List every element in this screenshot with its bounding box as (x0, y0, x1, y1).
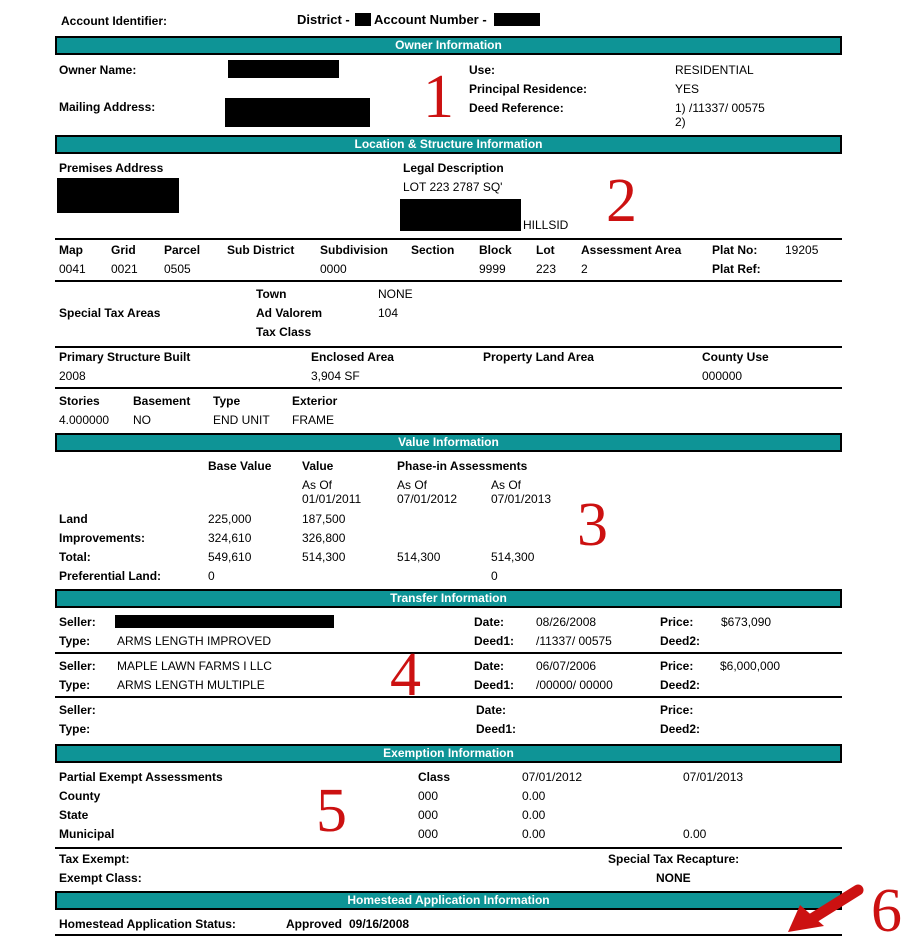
partial-exempt-label: Partial Exempt Assessments (59, 770, 223, 784)
divider (55, 238, 842, 240)
transfer-deed1: /11337/ 00575 (536, 634, 612, 648)
enclosed-area-value: 3,904 SF (311, 369, 360, 383)
value-label: Value (302, 459, 334, 473)
transfer-type: ARMS LENGTH MULTIPLE (117, 678, 265, 692)
phase-in-label: Phase-in Assessments (397, 459, 528, 473)
subdivision-label: Subdivision (320, 243, 389, 257)
transfer-date: 06/07/2006 (536, 659, 597, 673)
exemption-row-class: 000 (418, 827, 439, 841)
phase2-as-of: As Of (491, 478, 522, 492)
mailing-address-label: Mailing Address: (59, 100, 156, 114)
exterior-label: Exterior (292, 394, 338, 408)
use-label: Use: (469, 63, 496, 77)
ad-valorem-label: Ad Valorem (256, 306, 323, 320)
value-row-label: Improvements: (59, 531, 146, 545)
deed2-label: Deed2: (660, 678, 701, 692)
stories-label: Stories (59, 394, 100, 408)
type-label: Type (213, 394, 241, 408)
deed1-label: Deed1: (474, 678, 515, 692)
lot-label: Lot (536, 243, 555, 257)
deed1-label: Deed1: (476, 722, 517, 736)
exemption-row-v2: 0.00 (683, 827, 707, 841)
lot-value: 223 (536, 262, 557, 276)
exterior-value: FRAME (292, 413, 334, 427)
type-value: END UNIT (213, 413, 270, 427)
value-row-base: 225,000 (208, 512, 252, 526)
annotation-number-5: 5 (316, 777, 347, 845)
subdistrict-label: Sub District (227, 243, 295, 257)
block-value: 9999 (479, 262, 506, 276)
redacted-owner-name (228, 60, 339, 78)
annotation-number-4: 4 (390, 641, 421, 709)
red-arrow-icon (780, 880, 870, 940)
price-label: Price: (660, 659, 694, 673)
class-label: Class (418, 770, 451, 784)
price-label: Price: (660, 703, 694, 717)
divider (55, 696, 842, 698)
annotation-number-3: 3 (577, 491, 608, 559)
redacted-legal-description (400, 199, 521, 231)
value-row-value: 187,500 (302, 512, 346, 526)
primary-structure-built-value: 2008 (59, 369, 86, 383)
homestead-status-label: Homestead Application Status: (59, 917, 236, 931)
value-section-header: Value Information (55, 433, 842, 452)
redacted-account-number (494, 13, 540, 26)
value-date: 01/01/2011 (302, 492, 362, 506)
legal-description-line2: HILLSID (523, 218, 569, 232)
owner-section-header: Owner Information (55, 36, 842, 55)
exemption-row-v1: 0.00 (522, 808, 546, 822)
legal-description-line1: LOT 223 2787 SQ' (403, 180, 503, 194)
exemption-row-label: Municipal (59, 827, 115, 841)
basement-label: Basement (133, 394, 191, 408)
exemption-date2: 07/01/2013 (683, 770, 744, 784)
date-label: Date: (476, 703, 507, 717)
deed1-label: Deed1: (474, 634, 515, 648)
section-label: Section (411, 243, 455, 257)
transfer-date: 08/26/2008 (536, 615, 597, 629)
transfer-price: $673,090 (721, 615, 772, 629)
phase1-as-of: As Of (397, 478, 428, 492)
divider (55, 280, 842, 282)
principal-residence-label: Principal Residence: (469, 82, 588, 96)
plat-ref-label: Plat Ref: (712, 262, 761, 276)
base-value-label: Base Value (208, 459, 272, 473)
map-label: Map (59, 243, 83, 257)
annotation-number-6: 6 (871, 877, 902, 945)
principal-residence-value: YES (675, 82, 700, 96)
owner-name-label: Owner Name: (59, 63, 137, 77)
block-label: Block (479, 243, 512, 257)
date-label: Date: (474, 615, 505, 629)
district-label: District - (297, 12, 350, 27)
exemption-row-class: 000 (418, 789, 439, 803)
enclosed-area-label: Enclosed Area (311, 350, 394, 364)
parcel-value: 0505 (164, 262, 191, 276)
value-row-value: 514,300 (302, 550, 346, 564)
exemption-section-header: Exemption Information (55, 744, 842, 763)
town-label: Town (256, 287, 287, 301)
use-value: RESIDENTIAL (675, 63, 754, 77)
value-row-label: Total: (59, 550, 91, 564)
value-row-label: Preferential Land: (59, 569, 162, 583)
redacted-premises-address (57, 178, 179, 213)
property-land-area-label: Property Land Area (483, 350, 594, 364)
annotation-number-2: 2 (606, 167, 637, 235)
transfer-section-header: Transfer Information (55, 589, 842, 608)
divider (55, 346, 842, 348)
tax-class-label: Tax Class (256, 325, 312, 339)
transfer-seller: MAPLE LAWN FARMS I LLC (117, 659, 272, 673)
exemption-row-v1: 0.00 (522, 789, 546, 803)
divider (55, 387, 842, 389)
county-use-label: County Use (702, 350, 769, 364)
stories-value: 4.000000 (59, 413, 110, 427)
account-number-label: Account Number - (374, 12, 487, 27)
value-row-base: 0 (208, 569, 215, 583)
subdivision-value: 0000 (320, 262, 347, 276)
location-section-header: Location & Structure Information (55, 135, 842, 154)
date-label: Date: (474, 659, 505, 673)
special-recapture-label: Special Tax Recapture: (608, 852, 740, 866)
value-row-phase2: 514,300 (491, 550, 535, 564)
phase2-date: 07/01/2013 (491, 492, 552, 506)
value-row-value: 326,800 (302, 531, 346, 545)
transfer-type: ARMS LENGTH IMPROVED (117, 634, 272, 648)
type-label: Type: (59, 722, 91, 736)
divider (55, 652, 842, 654)
legal-description-label: Legal Description (403, 161, 504, 175)
homestead-status-date: 09/16/2008 (349, 917, 410, 931)
exempt-class-label: Exempt Class: (59, 871, 142, 885)
assessment-area-value: 2 (581, 262, 588, 276)
type-label: Type: (59, 634, 91, 648)
deed2-label: Deed2: (660, 634, 701, 648)
basement-value: NO (133, 413, 151, 427)
ad-valorem-value: 104 (378, 306, 399, 320)
value-as-of: As Of (302, 478, 333, 492)
town-value: NONE (378, 287, 413, 301)
homestead-status-value: Approved (286, 917, 343, 931)
redacted-seller (115, 615, 334, 628)
deed-reference-2: 2) (675, 115, 686, 129)
divider (55, 934, 842, 936)
primary-structure-built-label: Primary Structure Built (59, 350, 191, 364)
plat-no-label: Plat No: (712, 243, 758, 257)
seller-label: Seller: (59, 659, 96, 673)
account-identifier-label: Account Identifier: (61, 14, 168, 28)
assessment-area-label: Assessment Area (581, 243, 682, 257)
exemption-row-label: State (59, 808, 89, 822)
tax-exempt-label: Tax Exempt: (59, 852, 130, 866)
annotation-number-1: 1 (423, 63, 454, 131)
redacted-district (355, 13, 371, 26)
transfer-deed1: /00000/ 00000 (536, 678, 613, 692)
type-label: Type: (59, 678, 91, 692)
special-tax-areas-label: Special Tax Areas (59, 306, 161, 320)
seller-label: Seller: (59, 703, 96, 717)
deed-reference-label: Deed Reference: (469, 101, 564, 115)
county-use-value: 000000 (702, 369, 743, 383)
redacted-mailing-address (225, 98, 370, 127)
seller-label: Seller: (59, 615, 96, 629)
special-recapture-value: NONE (656, 871, 691, 885)
premises-address-label: Premises Address (59, 161, 164, 175)
grid-label: Grid (111, 243, 136, 257)
price-label: Price: (660, 615, 694, 629)
deed2-label: Deed2: (660, 722, 701, 736)
value-row-base: 324,610 (208, 531, 252, 545)
grid-value: 0021 (111, 262, 138, 276)
plat-no-value: 19205 (785, 243, 819, 257)
divider (55, 847, 842, 849)
exemption-row-label: County (59, 789, 101, 803)
exemption-date1: 07/01/2012 (522, 770, 583, 784)
exemption-row-class: 000 (418, 808, 439, 822)
value-row-base: 549,610 (208, 550, 252, 564)
transfer-price: $6,000,000 (720, 659, 781, 673)
map-value: 0041 (59, 262, 86, 276)
value-row-phase1: 514,300 (397, 550, 441, 564)
value-row-label: Land (59, 512, 88, 526)
deed-reference-1: 1) /11337/ 00575 (675, 101, 765, 115)
parcel-label: Parcel (164, 243, 201, 257)
value-row-phase2: 0 (491, 569, 498, 583)
phase1-date: 07/01/2012 (397, 492, 458, 506)
homestead-section-header: Homestead Application Information (55, 891, 842, 910)
exemption-row-v1: 0.00 (522, 827, 546, 841)
